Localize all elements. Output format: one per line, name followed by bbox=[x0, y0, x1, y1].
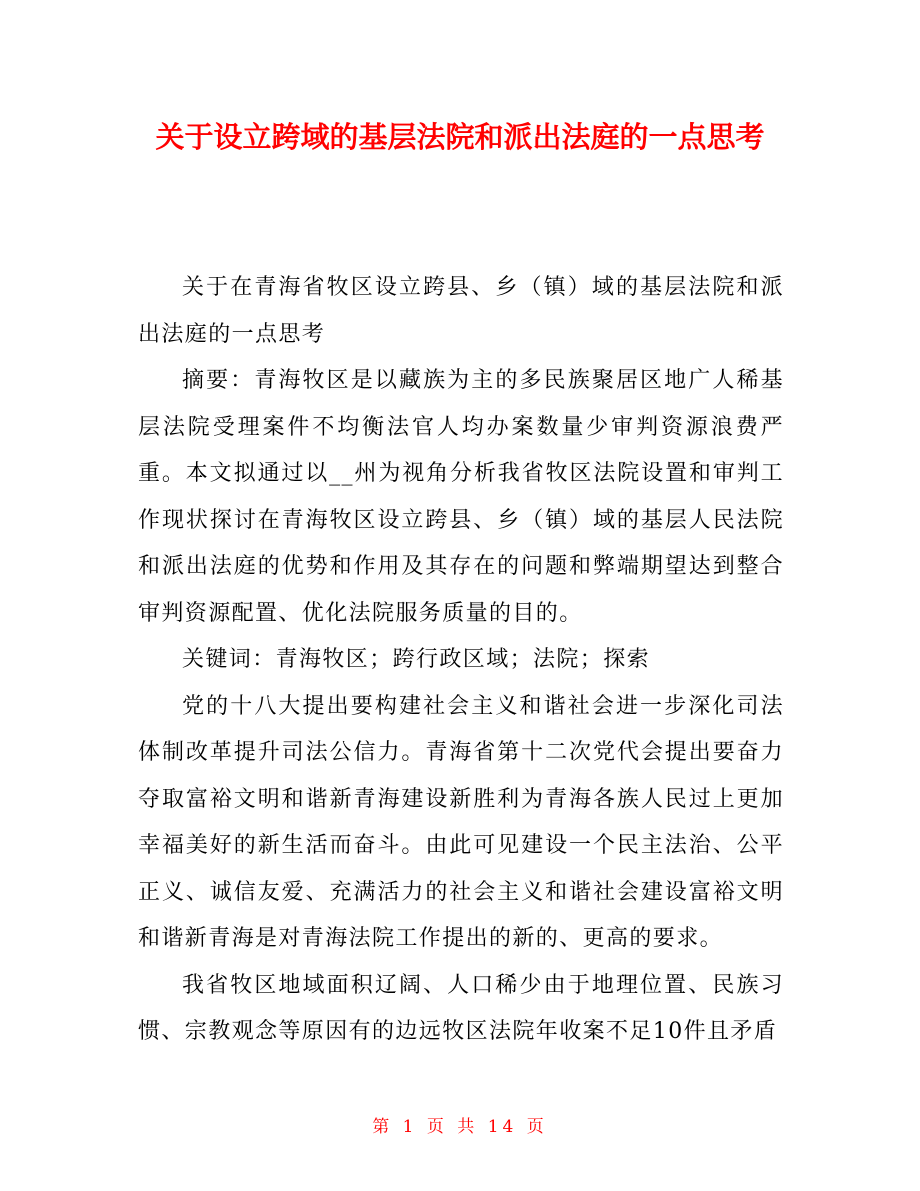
footer-suffix: 页 bbox=[526, 1117, 548, 1137]
page-footer bbox=[0, 1112, 920, 1137]
footer-prefix: 第 bbox=[372, 1117, 394, 1137]
paragraph-intro: 党的十八大提出要构建社会主义和谐社会进一步深化司法体制改革提升司法公信力。青海省第十二次党代会提出要奋力夺取富裕文明和谐新青海建设新胜利为青海各族人民过上更加幸福美好的新生活而奋斗。由此可见建设一个民主法治、公平正义、诚信友爱、充满活力的社会主义和谐社会建设富裕文明和谐新青海是对青海法院工作提出的新的、更高的要求。 bbox=[138, 693, 784, 951]
paragraph-background: 我省牧区地域面积辽阔、人口稀少由于地理位置、民族习惯、宗教观念等原因有的边远牧区法院年收案不足10件且矛盾 bbox=[138, 972, 784, 1044]
footer-current-page: 1 bbox=[402, 1117, 418, 1137]
footer-middle: 页 共 bbox=[426, 1117, 479, 1137]
paragraph-keywords: 关键词：青海牧区；跨行政区域；法院；探索 bbox=[182, 647, 651, 672]
footer-total-pages: 14 bbox=[487, 1117, 518, 1137]
document-body bbox=[138, 265, 784, 1056]
paragraph-abstract: 摘要：青海牧区是以藏族为主的多民族聚居区地广人稀基层法院受理案件不均衡法官人均办案数量少审判资源浪费严重。本文拟通过以__州为视角分析我省牧区法院设置和审判工作现状探讨在青海牧区设立跨县、乡（镇）域的基层人民法院和派出法庭的优势和作用及其存在的问题和弊端期望达到整合审判资源配置、优化法院服务质量的目的。 bbox=[138, 368, 784, 626]
document-title: 关于设立跨域的基层法院和派出法庭的一点思考 bbox=[155, 120, 765, 154]
paragraph-heading: 关于在青海省牧区设立跨县、乡（镇）域的基层法院和派出法庭的一点思考 bbox=[138, 275, 784, 347]
